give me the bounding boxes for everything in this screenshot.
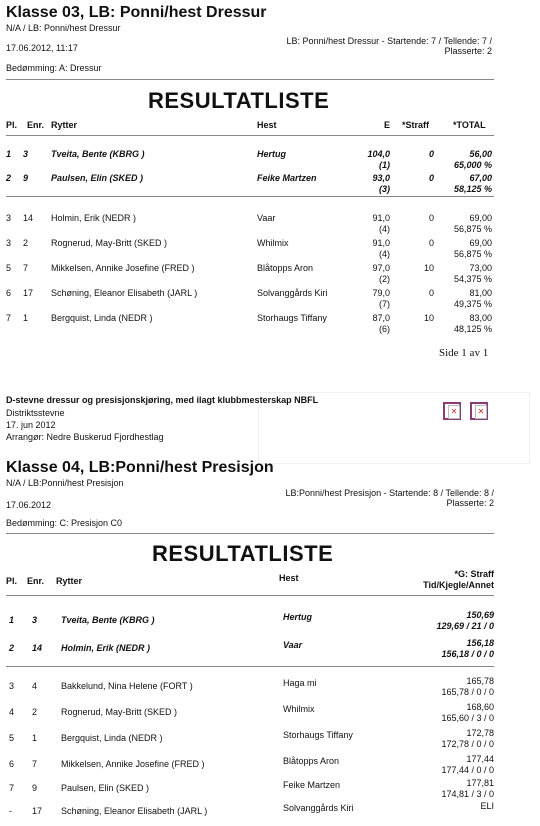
judging: Bedømming: A: Dressur (6, 63, 102, 73)
row-place: 3 (9, 681, 15, 691)
row-e-score: 87,0 (372, 313, 390, 323)
row-score: 150,69 (466, 610, 494, 620)
row-horse: Feike Martzen (283, 780, 341, 790)
row-score-detail: 177,44 / 0 / 0 (441, 765, 494, 775)
row-penalty: 0 (428, 173, 434, 183)
judging: Bedømming: C: Presisjon C0 (6, 518, 123, 528)
row-e-rank: (1) (379, 160, 390, 170)
result-list-title: RESULTATLISTE (152, 541, 334, 566)
row-e-rank: (7) (379, 299, 390, 309)
row-rider: Paulsen, Elin (SKED ) (51, 173, 144, 183)
row-score-detail: 174,81 / 3 / 0 (441, 789, 494, 799)
row-percentage: 65,000 % (453, 160, 492, 170)
row-e-score: 91,0 (372, 238, 390, 248)
row-score-detail: 172,78 / 0 / 0 (441, 739, 494, 749)
row-rider: Bakkelund, Nina Helene (FORT ) (61, 681, 193, 691)
row-entry-number: 1 (23, 313, 29, 323)
divider (6, 196, 494, 197)
row-entry-number: 14 (23, 213, 34, 223)
header-pl: Pl. (6, 576, 18, 586)
row-percentage: 48,125 % (453, 324, 492, 334)
row-rider: Mikkelsen, Annike Josefine (FRED ) (51, 263, 195, 273)
row-total: 73,00 (469, 263, 492, 273)
row-penalty: 0 (428, 213, 434, 223)
row-percentage: 54,375 % (453, 274, 492, 284)
row-rider: Bergquist, Linda (NEDR ) (61, 733, 163, 743)
header-horse: Hest (279, 573, 299, 583)
row-total: 56,00 (469, 149, 492, 159)
row-penalty: 10 (423, 263, 434, 273)
row-total: 69,00 (469, 238, 492, 248)
row-place: 6 (9, 759, 15, 769)
row-rider: Schøning, Eleanor Elisabeth (JARL ) (51, 288, 198, 298)
header-score: *G: Straff (454, 569, 494, 579)
class-subtitle: N/A / LB:Ponni/hest Presisjon (6, 478, 124, 488)
class-stats-line1: LB: Ponni/hest Dressur - Startende: 7 / Tellende: 7 / (286, 36, 492, 46)
row-horse: Vaar (283, 640, 303, 650)
row-horse: Hertug (257, 149, 286, 159)
row-horse: Solvanggårds Kiri (283, 803, 354, 813)
divider (6, 666, 494, 667)
row-entry-number: 3 (32, 615, 38, 625)
row-penalty: 0 (428, 149, 434, 159)
row-penalty: 0 (428, 238, 434, 248)
row-score: 156,18 (466, 638, 494, 648)
broken-image-icon: ✕ (470, 402, 488, 420)
header-divider (6, 595, 494, 596)
row-e-rank: (4) (379, 249, 390, 259)
row-entry-number: 7 (23, 263, 29, 273)
row-rider: Holmin, Erik (NEDR ) (61, 643, 151, 653)
broken-image-icon: ✕ (443, 402, 461, 420)
row-place: 7 (9, 783, 15, 793)
event-type: Distriktsstevne (6, 408, 65, 418)
event-date: 17. jun 2012 (6, 420, 56, 430)
row-e-rank: (4) (379, 224, 390, 234)
row-place: 5 (6, 263, 12, 273)
row-score-detail: 156,18 / 0 / 0 (441, 649, 494, 659)
class-title: Klasse 03, LB: Ponni/hest Dressur (6, 4, 267, 21)
row-score: 172,78 (466, 728, 494, 738)
header-enr: Enr. (27, 120, 45, 130)
row-entry-number: 7 (32, 759, 38, 769)
row-rider: Mikkelsen, Annike Josefine (FRED ) (61, 759, 205, 769)
page-number: Side 1 av 1 (439, 347, 489, 359)
row-score-detail: 129,69 / 21 / 0 (436, 621, 494, 631)
row-e-score: 104,0 (367, 149, 390, 159)
row-penalty: 0 (428, 288, 434, 298)
row-place: 2 (6, 173, 12, 183)
row-horse: Haga mi (283, 678, 317, 688)
row-horse: Hertug (283, 612, 312, 622)
header-rider: Rytter (56, 576, 83, 586)
class-stats-line2: Plasserte: 2 (446, 498, 494, 508)
row-rider: Holmin, Erik (NEDR ) (51, 213, 137, 223)
row-place: 1 (6, 149, 12, 159)
row-entry-number: 1 (32, 733, 38, 743)
row-rider: Schøning, Eleanor Elisabeth (JARL ) (61, 806, 208, 816)
row-rider: Tveita, Bente (KBRG ) (51, 149, 145, 159)
row-horse: Blåtopps Aron (257, 263, 314, 273)
row-score-detail: 165,60 / 3 / 0 (441, 713, 494, 723)
row-score: ELI (480, 801, 494, 811)
row-e-rank: (3) (379, 184, 390, 194)
header-rider: Rytter (51, 120, 78, 130)
divider (6, 79, 494, 80)
row-total: 81,00 (469, 288, 492, 298)
result-list-title: RESULTATLISTE (148, 88, 330, 113)
header-pl: Pl. (6, 120, 18, 130)
row-total: 83,00 (469, 313, 492, 323)
row-e-score: 91,0 (372, 213, 390, 223)
row-rider: Rognerud, May-Britt (SKED ) (61, 707, 178, 717)
row-place: 5 (9, 733, 15, 743)
row-place: 6 (6, 288, 12, 298)
row-entry-number: 2 (32, 707, 38, 717)
class-stats-line2: Plasserte: 2 (444, 46, 492, 56)
row-horse: Feike Martzen (257, 173, 317, 183)
row-place: 3 (6, 238, 12, 248)
row-entry-number: 2 (23, 238, 29, 248)
row-horse: Whilmix (257, 238, 289, 248)
row-entry-number: 3 (23, 149, 29, 159)
row-percentage: 49,375 % (453, 299, 492, 309)
class-stats-line1: LB:Ponni/hest Presisjon - Startende: 8 / Tellende: 8 / (285, 488, 494, 498)
event-title: D-stevne dressur og presisjonskjøring, med ilagt klubbmesterskap NBFL (6, 395, 319, 405)
header-score-detail: Tid/Kjegle/Annet (423, 580, 494, 590)
row-entry-number: 14 (32, 643, 43, 653)
row-rider: Paulsen, Elin (SKED ) (61, 783, 150, 793)
row-horse: Solvanggårds Kiri (257, 288, 328, 298)
row-horse: Storhaugs Tiffany (283, 730, 353, 740)
row-score: 165,78 (466, 676, 494, 686)
row-score: 177,81 (466, 778, 494, 788)
class-title: Klasse 04, LB:Ponni/hest Presisjon (6, 459, 274, 476)
row-place: 3 (6, 213, 12, 223)
header-divider (6, 135, 494, 136)
row-score-detail: 165,78 / 0 / 0 (441, 687, 494, 697)
row-entry-number: 4 (32, 681, 38, 691)
row-e-score: 79,0 (372, 288, 390, 298)
row-rider: Tveita, Bente (KBRG ) (61, 615, 155, 625)
row-horse: Vaar (257, 213, 276, 223)
row-e-score: 97,0 (372, 263, 390, 273)
row-entry-number: 9 (23, 173, 29, 183)
class-subtitle: N/A / LB: Ponni/hest Dressur (6, 23, 121, 33)
header-e: E (384, 120, 391, 130)
class-date: 17.06.2012 (6, 500, 52, 510)
row-place: 4 (9, 707, 15, 717)
row-entry-number: 17 (32, 806, 43, 816)
row-place: 2 (9, 643, 15, 653)
row-horse: Whilmix (283, 704, 315, 714)
row-penalty: 10 (423, 313, 434, 323)
row-score: 168,60 (466, 702, 494, 712)
row-place: - (9, 806, 12, 816)
class-date: 17.06.2012, 11:17 (6, 43, 78, 53)
row-place: 7 (6, 313, 12, 323)
row-e-score: 93,0 (372, 173, 390, 183)
row-score: 177,44 (466, 754, 494, 764)
row-e-rank: (6) (379, 324, 390, 334)
row-percentage: 58,125 % (453, 184, 492, 194)
event-organizer: Arrangør: Nedre Buskerud Fjordhestlag (6, 432, 164, 442)
row-percentage: 56,875 % (453, 249, 492, 259)
row-percentage: 56,875 % (453, 224, 492, 234)
row-rider: Rognerud, May-Britt (SKED ) (51, 238, 168, 248)
row-horse: Storhaugs Tiffany (257, 313, 327, 323)
row-e-rank: (2) (379, 274, 390, 284)
header-penalty: *Straff (402, 120, 430, 130)
row-total: 67,00 (469, 173, 492, 183)
row-rider: Bergquist, Linda (NEDR ) (51, 313, 153, 323)
header-horse: Hest (257, 120, 277, 130)
row-entry-number: 9 (32, 783, 38, 793)
divider (6, 533, 494, 534)
row-horse: Blåtopps Aron (283, 756, 340, 766)
row-place: 1 (9, 615, 15, 625)
row-total: 69,00 (469, 213, 492, 223)
header-enr: Enr. (27, 576, 45, 586)
row-entry-number: 17 (23, 288, 34, 298)
header-total: *TOTAL (453, 120, 486, 130)
